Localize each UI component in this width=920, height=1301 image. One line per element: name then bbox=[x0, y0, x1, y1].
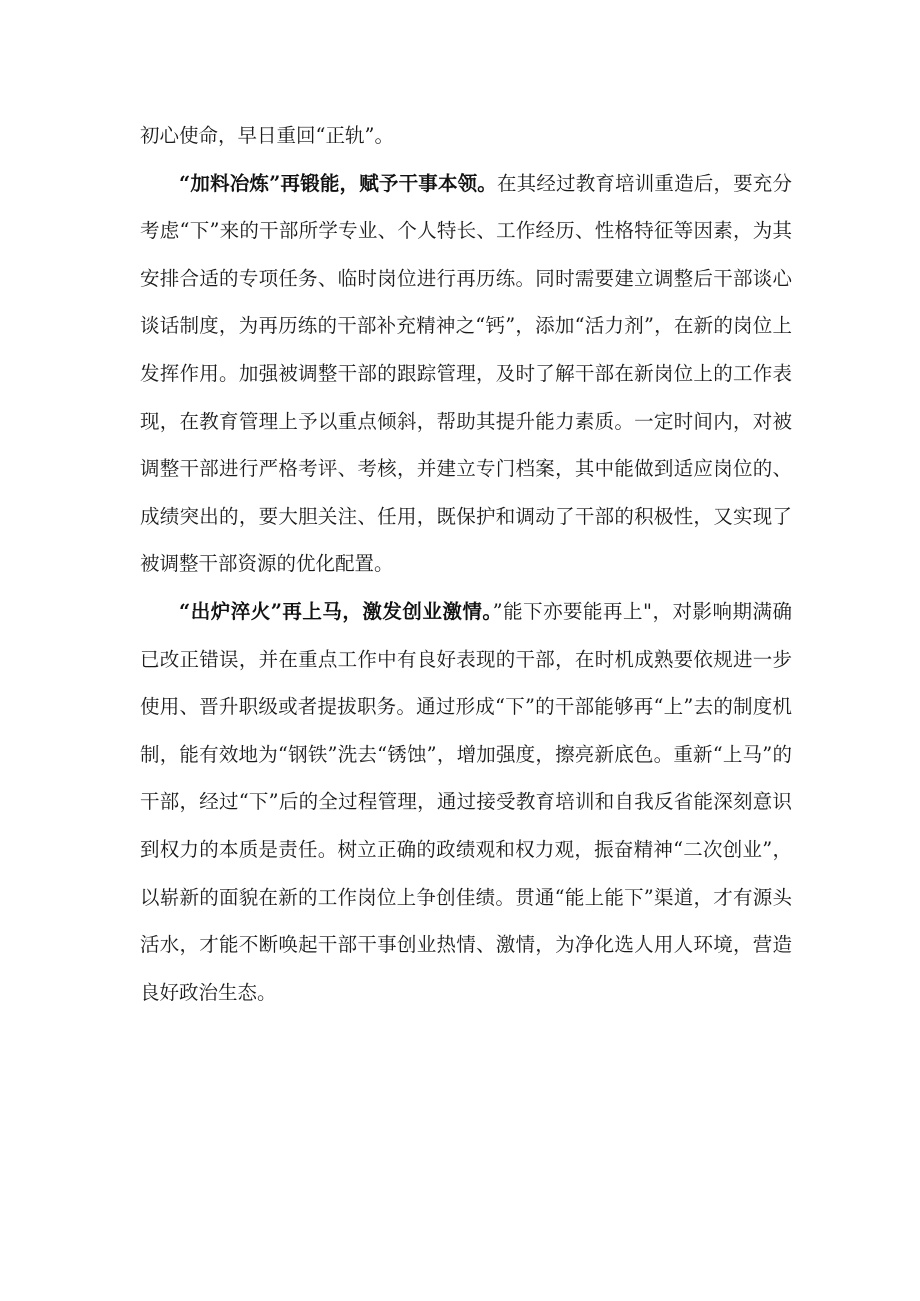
document-body bbox=[140, 112, 792, 1016]
paragraph-text: 初心使命，早日重回“正轨”。 bbox=[140, 124, 394, 147]
paragraph-reforging bbox=[140, 160, 792, 588]
paragraph-text: ”能下亦要能再上"，对影响期满确已改正错误，并在重点工作中有良好表现的干部，在时机成熟要依规进一步使用、晋升职级或者提拔职务。通过形成“下”的干部能够再“上”去的制度机制，能有效地为“钢铁”洗去“锈蚀”，增加强度，擦亮新底色。重新“上马”的干部，经过“下”后的全过程管理，通过接受教育培训和自我反省能深刻意识到权力的本质是责任。树立正确的政绩观和权力观，振奋精神“二次创业”，以崭新的面貌在新的工作岗位上争创佳绩。贯通“能上能下”渠道，才有源头活水，才能不断唤起干部干事创业热情、激情，为净化选人用人环境，营造良好政治生态。 bbox=[140, 599, 792, 1004]
paragraph-text: 在其经过教育培训重造后，要充分考虑“下”来的干部所学专业、个人特长、工作经历、性格特征等因素，为其安排合适的专项任务、临时岗位进行再历练。同时需要建立调整后干部谈心谈话制度，为再历练的干部补充精神之“钙”，添加“活力剂”，在新的岗位上发挥作用。加强被调整干部的跟踪管理，及时了解干部在新岗位上的工作表现，在教育管理上予以重点倾斜，帮助其提升能力素质。一定时间内，对被调整干部进行严格考评、考核，并建立专门档案，其中能做到适应岗位的、成绩突出的，要大胆关注、任用，既保护和调动了干部的积极性，又实现了被调整干部资源的优化配置。 bbox=[140, 171, 792, 576]
paragraph-quenching bbox=[140, 588, 792, 1016]
paragraph-continuation bbox=[140, 112, 792, 160]
paragraph-heading: “出炉淬火”再上马，激发创业激情。 bbox=[179, 599, 493, 623]
paragraph-heading: “加料冶炼”再锻能，赋予干事本领。 bbox=[179, 171, 497, 195]
